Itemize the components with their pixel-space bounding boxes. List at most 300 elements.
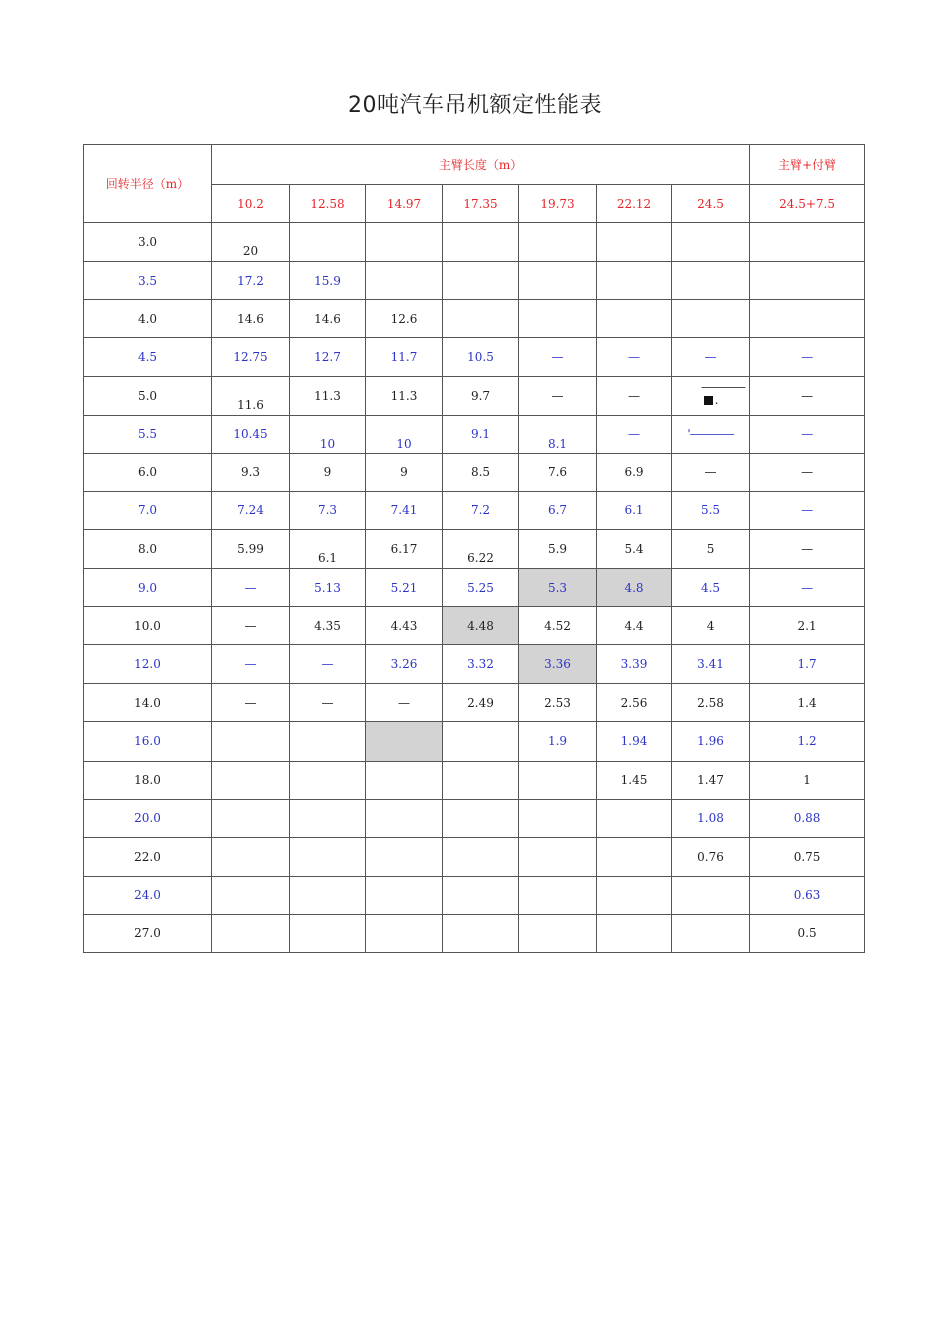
value-cell [672, 645, 750, 684]
value-text: — [321, 695, 334, 710]
value-cell [443, 569, 519, 607]
value-text: — [551, 388, 564, 403]
value-cell [443, 529, 519, 568]
value-cell [212, 914, 290, 952]
boom-length-cell: 14.97 [366, 185, 443, 223]
value-cell [212, 453, 290, 491]
value-cell [290, 761, 366, 799]
value-text: 8.5 [470, 465, 491, 480]
value-text: 5.21 [390, 580, 418, 595]
value-cell [519, 415, 597, 453]
value-cell [366, 569, 443, 607]
value-cell [597, 914, 672, 952]
value-cell [750, 453, 865, 491]
value-text: — [704, 465, 717, 480]
value-cell [366, 300, 443, 338]
value-text: 11.3 [314, 388, 341, 403]
value-cell [672, 491, 750, 529]
value-cell [519, 569, 597, 607]
table-row [84, 837, 865, 876]
value-text: 5.4 [624, 541, 644, 556]
value-text: 1.08 [697, 811, 724, 826]
value-text: 15.9 [314, 273, 341, 288]
value-text: — [801, 388, 814, 403]
main-boom-header: 主臂长度（m） [212, 145, 750, 185]
value-cell [290, 722, 366, 761]
table-row [84, 607, 865, 645]
value-cell [672, 223, 750, 262]
value-cell [366, 338, 443, 376]
value-cell [212, 761, 290, 799]
radius-header: 回转半径（m） [84, 145, 212, 223]
value-cell [750, 914, 865, 952]
value-text: 5.5 [700, 503, 721, 518]
value-cell [672, 338, 750, 376]
value-cell [750, 684, 865, 722]
value-cell [519, 300, 597, 338]
value-cell [750, 262, 865, 300]
table-row [84, 645, 865, 684]
jib-length-cell: 24.5+7.5 [750, 185, 865, 223]
value-cell [212, 722, 290, 761]
value-text: 7.24 [237, 503, 264, 518]
value-text: 3.26 [390, 657, 418, 672]
boom-length-cell: 12.58 [290, 185, 366, 223]
value-text: 7.41 [390, 503, 418, 518]
value-cell [212, 799, 290, 837]
value-text: 0.88 [793, 811, 821, 826]
table-row [84, 223, 865, 262]
value-text: 3.32 [467, 657, 494, 672]
value-cell [672, 529, 750, 568]
value-cell [519, 914, 597, 952]
value-text: 10.5 [467, 350, 494, 365]
value-text: 10 [396, 437, 412, 452]
value-text: 5.99 [237, 541, 264, 556]
value-cell [750, 415, 865, 453]
value-cell [519, 453, 597, 491]
boom-length-cell: 19.73 [519, 185, 597, 223]
value-cell [519, 607, 597, 645]
value-cell [597, 262, 672, 300]
value-text: 4.35 [314, 618, 341, 633]
radius-cell: 5.0 [84, 376, 212, 415]
value-text: 0.63 [793, 888, 821, 903]
table-row [84, 722, 865, 761]
value-cell [290, 300, 366, 338]
table-row [84, 415, 865, 453]
value-cell [672, 914, 750, 952]
value-cell [672, 569, 750, 607]
value-cell [597, 300, 672, 338]
value-cell [290, 799, 366, 837]
value-cell [366, 415, 443, 453]
value-cell [290, 415, 366, 453]
value-text: — [398, 695, 410, 710]
value-cell [290, 223, 366, 262]
value-cell [443, 453, 519, 491]
value-text: 9.1 [470, 427, 491, 442]
value-text: 14.6 [237, 311, 264, 326]
value-text: 4.52 [544, 618, 571, 633]
value-text: — [321, 657, 334, 672]
value-cell [212, 491, 290, 529]
table-row [84, 453, 865, 491]
value-cell [443, 223, 519, 262]
radius-cell: 4.5 [84, 338, 212, 376]
value-text: — [801, 465, 814, 480]
value-cell [443, 876, 519, 914]
value-cell [597, 223, 672, 262]
value-cell [366, 722, 443, 761]
value-cell [672, 799, 750, 837]
radius-cell: 4.0 [84, 300, 212, 338]
value-cell [750, 722, 865, 761]
boom-length-cell: 22.12 [597, 185, 672, 223]
value-cell [443, 837, 519, 876]
value-cell [750, 338, 865, 376]
value-cell [519, 837, 597, 876]
value-cell [290, 684, 366, 722]
value-cell [212, 645, 290, 684]
value-cell [597, 607, 672, 645]
crane-load-table [83, 144, 865, 953]
value-text: 5.25 [467, 580, 494, 595]
radius-cell: 3.0 [84, 223, 212, 262]
value-cell [750, 376, 865, 415]
value-text: — [801, 541, 814, 556]
value-cell [443, 607, 519, 645]
value-text: 4.4 [624, 618, 644, 633]
value-cell [750, 300, 865, 338]
value-cell [212, 262, 290, 300]
value-text: — [628, 350, 640, 365]
value-cell [750, 529, 865, 568]
value-text: 2.58 [697, 695, 724, 710]
value-cell [597, 453, 672, 491]
value-text: 2.56 [620, 695, 648, 710]
value-cell [597, 529, 672, 568]
value-cell [750, 876, 865, 914]
value-cell [366, 761, 443, 799]
value-text: 11.7 [390, 350, 418, 365]
value-cell [672, 837, 750, 876]
value-text: — [628, 388, 640, 403]
value-cell [212, 338, 290, 376]
value-cell [212, 569, 290, 607]
value-cell [672, 376, 750, 415]
boom-length-cell: 10.2 [212, 185, 290, 223]
table-row [84, 876, 865, 914]
value-text: 5.9 [547, 541, 568, 556]
value-cell [443, 684, 519, 722]
value-text: 1.7 [797, 657, 817, 672]
value-text: 1.45 [620, 773, 648, 788]
value-text: 3.36 [544, 657, 571, 672]
radius-cell: 7.0 [84, 491, 212, 529]
value-text: 6.1 [317, 550, 338, 565]
artifact-dashes: '———— [687, 427, 734, 442]
value-text: — [244, 657, 257, 672]
value-text: 4.8 [624, 580, 644, 595]
value-text: 2.53 [544, 695, 571, 710]
value-text: 4.5 [700, 580, 721, 595]
value-text: 5.3 [547, 580, 568, 595]
value-text: 1.9 [547, 734, 568, 749]
value-cell [443, 491, 519, 529]
value-cell [290, 645, 366, 684]
value-cell [212, 376, 290, 415]
value-cell [366, 529, 443, 568]
table-row [84, 799, 865, 837]
value-cell [519, 223, 597, 262]
value-cell [290, 529, 366, 568]
value-cell [750, 223, 865, 262]
value-text: 7.2 [470, 503, 491, 518]
value-cell [443, 415, 519, 453]
value-text: 17.2 [237, 273, 264, 288]
value-cell [597, 799, 672, 837]
value-cell [750, 799, 865, 837]
value-text: 10.45 [233, 427, 268, 442]
value-text: 2.49 [467, 695, 494, 710]
value-text: 9.7 [470, 388, 491, 403]
value-text: 9 [400, 465, 408, 480]
table-row [84, 529, 865, 568]
value-cell [366, 876, 443, 914]
value-text: 5.13 [314, 580, 341, 595]
radius-cell: 9.0 [84, 569, 212, 607]
value-cell [597, 761, 672, 799]
table-row [84, 914, 865, 952]
radius-cell: 5.5 [84, 415, 212, 453]
value-cell [366, 645, 443, 684]
value-cell [366, 914, 443, 952]
value-cell [443, 914, 519, 952]
radius-cell: 24.0 [84, 876, 212, 914]
value-cell [519, 529, 597, 568]
radius-cell: 22.0 [84, 837, 212, 876]
value-text: 4 [706, 618, 715, 633]
value-text: 4.48 [467, 618, 494, 633]
jib-header: 主臂+付臂 [750, 145, 865, 185]
value-text: — [244, 618, 257, 633]
value-text: 1 [803, 773, 811, 788]
value-text: 11.3 [390, 388, 418, 403]
value-text: 0.76 [697, 849, 724, 864]
value-cell [443, 799, 519, 837]
value-cell [212, 415, 290, 453]
value-cell [290, 876, 366, 914]
value-cell [750, 607, 865, 645]
table-row [84, 262, 865, 300]
value-cell [750, 761, 865, 799]
value-cell [672, 453, 750, 491]
value-cell [366, 837, 443, 876]
value-cell [597, 645, 672, 684]
value-cell [597, 722, 672, 761]
value-text: 4.43 [390, 618, 418, 633]
value-cell [597, 684, 672, 722]
value-text: 12.6 [390, 311, 418, 326]
value-text: 6.7 [547, 503, 568, 518]
value-cell [366, 262, 443, 300]
value-cell [597, 415, 672, 453]
value-text: 1.96 [697, 734, 724, 749]
value-text: 1.2 [797, 734, 817, 749]
value-cell [212, 607, 290, 645]
value-cell [519, 645, 597, 684]
value-cell [672, 415, 750, 453]
value-cell [366, 607, 443, 645]
radius-cell: 12.0 [84, 645, 212, 684]
radius-cell: 10.0 [84, 607, 212, 645]
value-cell [597, 338, 672, 376]
value-cell [672, 876, 750, 914]
artifact-dot: . [714, 392, 719, 407]
table-row [84, 338, 865, 376]
page-title: 20吨汽车吊机额定性能表 [348, 93, 602, 118]
value-cell [519, 684, 597, 722]
value-cell [519, 722, 597, 761]
value-cell [750, 837, 865, 876]
table-row [84, 376, 865, 415]
value-text: 1.94 [620, 734, 648, 749]
value-cell [672, 607, 750, 645]
radius-cell: 16.0 [84, 722, 212, 761]
value-cell [597, 876, 672, 914]
value-cell [672, 722, 750, 761]
value-cell [443, 338, 519, 376]
value-cell [750, 491, 865, 529]
value-cell [212, 529, 290, 568]
value-cell [519, 376, 597, 415]
value-text: — [801, 503, 814, 518]
value-cell [443, 761, 519, 799]
value-text: — [801, 350, 814, 365]
table-row [84, 300, 865, 338]
square-mark-icon [704, 396, 713, 405]
value-cell [443, 262, 519, 300]
value-text: 6.1 [624, 503, 644, 518]
value-cell [597, 569, 672, 607]
value-cell [443, 376, 519, 415]
value-cell [366, 453, 443, 491]
value-cell [366, 376, 443, 415]
value-cell [597, 376, 672, 415]
value-cell [366, 223, 443, 262]
value-cell [519, 799, 597, 837]
value-text: 9 [323, 465, 332, 480]
value-cell [212, 684, 290, 722]
value-text: 20 [242, 244, 259, 259]
value-text: 12.75 [233, 350, 268, 365]
value-cell [366, 684, 443, 722]
value-cell [672, 684, 750, 722]
value-cell [212, 300, 290, 338]
value-text: — [628, 427, 640, 442]
value-text: 5 [706, 541, 715, 556]
value-cell [519, 876, 597, 914]
table-row [84, 684, 865, 722]
radius-cell: 14.0 [84, 684, 212, 722]
value-cell [597, 837, 672, 876]
value-text: 12.7 [314, 350, 341, 365]
value-cell [212, 223, 290, 262]
value-text: 0.5 [797, 926, 817, 941]
value-cell [672, 300, 750, 338]
value-cell [672, 761, 750, 799]
scan-artifact-mark [677, 381, 745, 407]
value-text: 7.6 [547, 465, 568, 480]
value-cell [597, 491, 672, 529]
value-cell [443, 645, 519, 684]
value-text: 0.75 [793, 849, 821, 864]
value-cell [290, 837, 366, 876]
value-text: — [801, 427, 814, 442]
radius-cell: 6.0 [84, 453, 212, 491]
table-row [84, 569, 865, 607]
value-cell [750, 569, 865, 607]
value-text: 6.17 [390, 541, 418, 556]
value-cell [290, 453, 366, 491]
value-text: 14.6 [314, 311, 341, 326]
value-cell [519, 338, 597, 376]
value-cell [443, 722, 519, 761]
value-text: 8.1 [547, 437, 568, 452]
value-cell [519, 262, 597, 300]
radius-cell: 8.0 [84, 529, 212, 568]
value-text: 7.3 [317, 503, 338, 518]
value-cell [672, 262, 750, 300]
boom-length-cell: 24.5 [672, 185, 750, 223]
value-cell [443, 300, 519, 338]
value-text: 10 [319, 437, 336, 452]
value-cell [290, 607, 366, 645]
value-text: 1.4 [797, 695, 817, 710]
value-cell [212, 876, 290, 914]
value-cell [750, 645, 865, 684]
value-text: 6.22 [467, 550, 494, 565]
value-cell [519, 491, 597, 529]
value-text: — [244, 580, 257, 595]
value-cell [212, 837, 290, 876]
value-text: 11.6 [237, 397, 264, 412]
value-cell [290, 491, 366, 529]
value-text: 6.9 [624, 465, 644, 480]
value-cell [290, 569, 366, 607]
value-cell [290, 914, 366, 952]
value-text: 3.39 [620, 657, 648, 672]
value-text: 2.1 [797, 618, 817, 633]
radius-cell: 27.0 [84, 914, 212, 952]
value-text: 3.41 [697, 657, 724, 672]
value-cell [290, 262, 366, 300]
table-row [84, 491, 865, 529]
value-text: 1.47 [697, 773, 724, 788]
value-text: 9.3 [240, 465, 261, 480]
value-text: — [704, 350, 717, 365]
table-row [84, 761, 865, 799]
value-cell [366, 799, 443, 837]
value-cell [290, 338, 366, 376]
radius-cell: 3.5 [84, 262, 212, 300]
artifact-dashes: ———— [701, 379, 745, 394]
radius-cell: 18.0 [84, 761, 212, 799]
boom-length-cell: 17.35 [443, 185, 519, 223]
value-cell [290, 376, 366, 415]
value-text: — [244, 695, 257, 710]
